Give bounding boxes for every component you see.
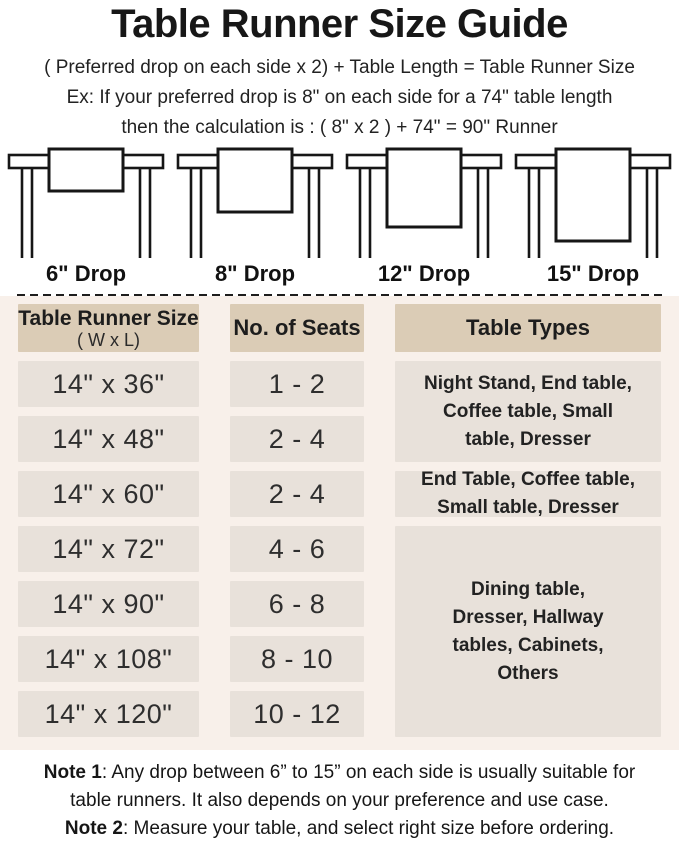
table-types-cell-medium (395, 471, 661, 517)
table-types-cell-small (395, 361, 661, 462)
table-illustration-6-drop (6, 146, 166, 258)
note-1-text-line1: : Any drop between 6” to 15” on each side is usually suitable for (101, 762, 636, 783)
note-2-label: Note 2 (64, 818, 123, 839)
note-1 (0, 759, 679, 815)
size-cell: 14" x 120" (18, 691, 199, 737)
drop-label-12: 12" Drop (377, 261, 471, 286)
size-cell: 14" x 48" (18, 416, 199, 462)
size-table-section (0, 296, 679, 750)
types-line: Night Stand, End table, (424, 372, 632, 394)
drop-illustrations (0, 143, 679, 258)
types-line: Coffee table, Small (443, 400, 613, 422)
col-header-seats (230, 304, 364, 352)
col-header-table-types-label: Table Types (466, 315, 590, 340)
notes (0, 759, 679, 843)
col-header-runner-size (18, 304, 199, 352)
size-cell: 14" x 108" (18, 636, 199, 682)
header (0, 2, 679, 143)
page-title: Table Runner Size Guide (111, 2, 568, 46)
types-line: tables, Cabinets, (452, 634, 604, 656)
example-line-2: then the calculation is : ( 8" x 2 ) + 74" = 90" Runner (121, 117, 558, 138)
types-line: table, Dresser (465, 428, 591, 450)
table-runner-6-drop-icon (6, 146, 166, 258)
note-2 (0, 815, 679, 843)
col-header-runner-size-line1: Table Runner Size (18, 306, 199, 330)
example-line-1: Ex: If your preferred drop is 8" on each side for a 74" table length (66, 87, 613, 108)
size-cell: 14" x 60" (18, 471, 199, 517)
seats-cell: 1 - 2 (230, 361, 364, 407)
drop-label-15: 15" Drop (546, 261, 640, 286)
drop-label-8: 8" Drop (214, 261, 296, 286)
col-header-runner-size-line2: ( W x L) (77, 329, 140, 350)
col-header-table-types (395, 304, 661, 352)
table-illustration-15-drop (513, 146, 673, 258)
table-illustration-8-drop (175, 146, 335, 258)
types-line: Dresser, Hallway (452, 606, 604, 628)
size-cell: 14" x 72" (18, 526, 199, 572)
seats-cell: 4 - 6 (230, 526, 364, 572)
drop-labels (0, 258, 679, 290)
size-cell: 14" x 36" (18, 361, 199, 407)
formula-text: ( Preferred drop on each side x 2) + Table Length = Table Runner Size (44, 57, 635, 78)
seats-cell: 2 - 4 (230, 471, 364, 517)
note-1-text-line2: table runners. It also depends on your preference and use case. (70, 790, 609, 811)
seats-cell: 10 - 12 (230, 691, 364, 737)
seats-cell: 6 - 8 (230, 581, 364, 627)
note-1-label: Note 1 (43, 762, 102, 783)
size-table (0, 304, 679, 737)
types-line: End Table, Coffee table, (421, 469, 635, 490)
note-2-text: : Measure your table, and select right size before ordering. (122, 818, 615, 839)
table-runner-15-drop-icon (513, 146, 673, 258)
seats-cell: 2 - 4 (230, 416, 364, 462)
table-illustration-12-drop (344, 146, 504, 258)
types-line: Others (497, 662, 559, 684)
size-cell: 14" x 90" (18, 581, 199, 627)
table-runner-8-drop-icon (175, 146, 335, 258)
table-runner-12-drop-icon (344, 146, 504, 258)
col-header-seats-label: No. of Seats (233, 315, 361, 340)
seats-cell: 8 - 10 (230, 636, 364, 682)
drop-label-6: 6" Drop (45, 261, 127, 286)
types-line: Dining table, (471, 578, 585, 600)
table-types-cell-large (395, 526, 661, 737)
types-line: Small table, Dresser (437, 497, 619, 518)
size-guide-page (0, 2, 679, 839)
